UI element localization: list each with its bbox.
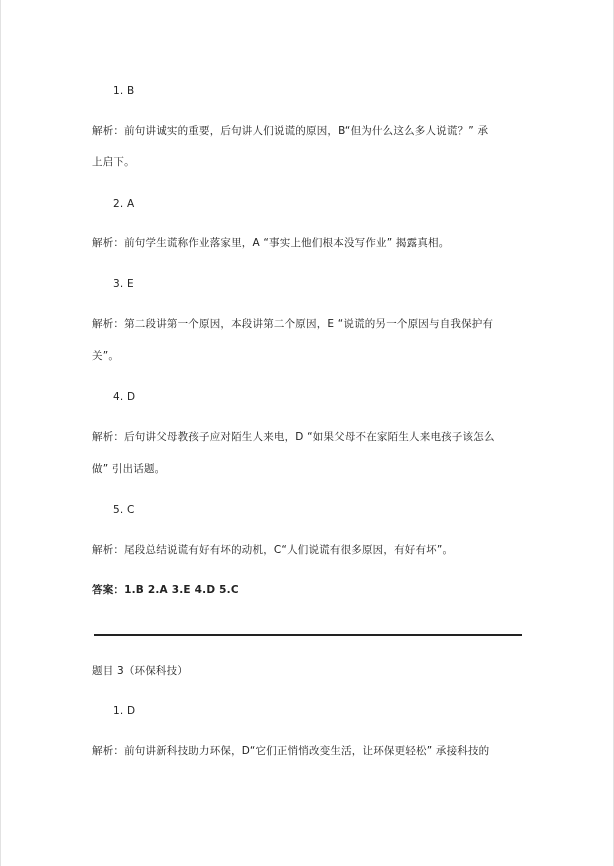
- question-number: 1. D: [113, 705, 136, 717]
- explanation-line: 解析：前句讲诚实的重要，后句讲人们说谎的原因，B“但为什么这么多人说谎？” 承: [92, 125, 489, 137]
- explanation-line: 上启下。: [92, 156, 135, 168]
- question-number: 1. B: [113, 85, 135, 97]
- explanation-line: 解析：前句学生谎称作业落家里，A “事实上他们根本没写作业” 揭露真相。: [92, 237, 450, 249]
- question-number: 4. D: [113, 391, 136, 403]
- question-number: 5. C: [113, 504, 135, 516]
- question-number: 3. E: [113, 278, 134, 290]
- explanation-line: 解析：后句讲父母教孩子应对陌生人来电，D “如果父母不在家陌生人来电孩子该怎么: [92, 431, 495, 443]
- explanation-line: 关”。: [92, 350, 120, 362]
- explanation-line: 解析：尾段总结说谎有好有坏的动机，C“人们说谎有很多原因，有好有坏”。: [92, 544, 454, 556]
- question-number: 2. A: [113, 198, 135, 210]
- explanation-line: 解析：第二段讲第一个原因，本段讲第二个原因，E “说谎的另一个原因与自我保护有: [92, 318, 494, 330]
- explanation-line: 做” 引出话题。: [92, 463, 166, 475]
- section-divider: [94, 634, 522, 636]
- explanation-line: 解析：前句讲新科技助力环保，D“它们正悄悄改变生活，让环保更轻松” 承接科技的: [92, 745, 490, 757]
- answer-summary: 答案：1.B 2.A 3.E 4.D 5.C: [92, 584, 239, 596]
- section-title: 题目 3（环保科技）: [92, 665, 189, 677]
